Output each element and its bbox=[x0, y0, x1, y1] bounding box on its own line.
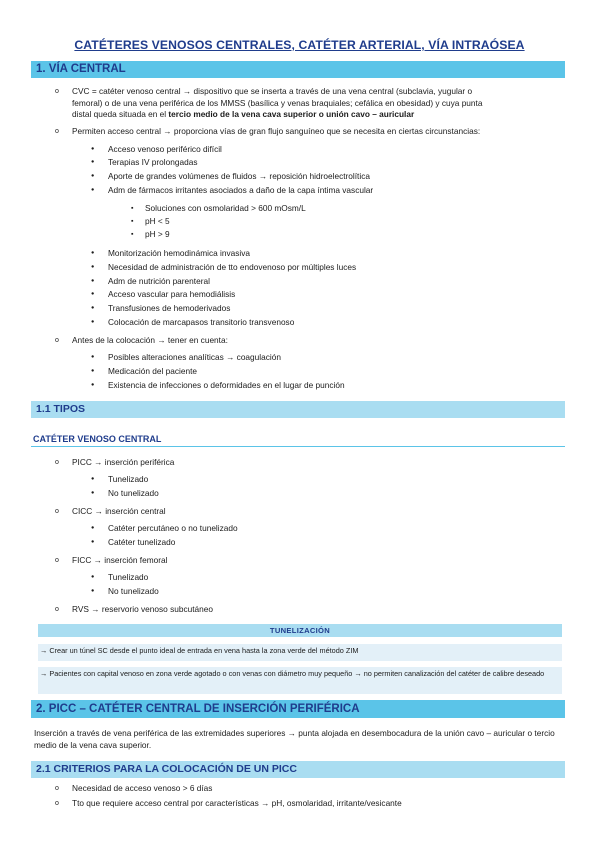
list-item: ● Colocación de marcapasos transitorio transvenoso bbox=[108, 317, 294, 329]
bullet-antes: o Antes de la colocación → tener en cuenta: bbox=[72, 335, 228, 347]
bullet-picc: o PICC → inserción periférica bbox=[72, 457, 174, 469]
list-item: ▪ pH < 5 bbox=[145, 216, 170, 228]
picc-paragraph: Inserción a través de vena periférica de las extremidades superiores → punta alojada en desembocadura de la unión cavo – auricular o tercio medio de la vena cava superior. bbox=[34, 728, 555, 750]
bullet-rvs: o RVS → reservorio venoso subcutáneo bbox=[72, 604, 213, 616]
list-item: o Tto que requiere acceso central por características → pH, osmolaridad, irritante/vesicante bbox=[72, 798, 402, 810]
cvc-line-3-bold: tercio medio de la vena cava superior o unión cavo – auricular bbox=[168, 109, 415, 119]
list-item: ● Acceso vascular para hemodiálisis bbox=[108, 289, 235, 301]
bullet-cicc: o CICC → inserción central bbox=[72, 506, 166, 518]
subheading-cvc: CATÉTER VENOSO CENTRAL bbox=[31, 432, 565, 447]
list-item: ● No tunelizado bbox=[108, 488, 159, 500]
list-item: ● Catéter tunelizado bbox=[108, 537, 175, 549]
list-item: ● Existencia de infecciones o deformidades en el lugar de punción bbox=[108, 380, 345, 392]
tunelizacion-box-row: → Pacientes con capital venoso en zona verde agotado o con venas con diámetro muy pequeño → no permiten canalización del catéter de calibre deseado bbox=[38, 667, 562, 694]
bullet-permiten: o Permiten acceso central → proporciona vías de gran flujo sanguíneo que se necesita en ciertas circunstancias: bbox=[72, 126, 567, 138]
list-item: ● Monitorización hemodinámica invasiva bbox=[108, 248, 250, 260]
list-item: ● Posibles alteraciones analíticas → coagulación bbox=[108, 352, 281, 364]
list-item: ● Tunelizado bbox=[108, 474, 148, 486]
bullet-ficc: o FICC → inserción femoral bbox=[72, 555, 167, 567]
list-item: ● Transfusiones de hemoderivados bbox=[108, 303, 230, 315]
list-item: ● Adm de nutrición parenteral bbox=[108, 276, 210, 288]
list-item: ▪ Soluciones con osmolaridad > 600 mOsm/L bbox=[145, 203, 306, 215]
cvc-line-1: o CVC = catéter venoso central → dispositivo que se inserta a través de una vena central (subclavia, yugular o bbox=[72, 86, 473, 96]
section-heading-via-central: 1. VÍA CENTRAL bbox=[31, 61, 565, 78]
cvc-line-3-a: distal queda situada en el bbox=[72, 109, 169, 119]
tunelizacion-box-title: TUNELIZACIÓN bbox=[38, 624, 562, 637]
section-heading-tipos: 1.1 TIPOS bbox=[31, 401, 565, 418]
document-title: CATÉTERES VENOSOS CENTRALES, CATÉTER ARTERIAL, VÍA INTRAÓSEA bbox=[74, 38, 525, 52]
tunelizacion-box-row: → Crear un túnel SC desde el punto ideal de entrada en vena hasta la zona verde del método ZIM bbox=[38, 644, 562, 661]
section-heading-picc: 2. PICC – CATÉTER CENTRAL DE INSERCIÓN PERIFÉRICA bbox=[31, 700, 565, 718]
list-item: ● Catéter percutáneo o no tunelizado bbox=[108, 523, 238, 535]
list-item: ● No tunelizado bbox=[108, 586, 159, 598]
list-item: ▪ pH > 9 bbox=[145, 229, 170, 241]
cvc-line-2: femoral) o de una vena periférica de los MMSS (basílica y venas braquiales; cefálica en obesidad) y cuya punta bbox=[72, 97, 483, 108]
list-item: ● Terapias IV prolongadas bbox=[108, 157, 197, 169]
list-item: ● Necesidad de administración de tto endovenoso por múltiples luces bbox=[108, 262, 356, 274]
section-heading-criterios: 2.1 CRITERIOS PARA LA COLOCACIÓN DE UN PICC bbox=[31, 761, 565, 778]
list-item: ● Medicación del paciente bbox=[108, 366, 197, 378]
list-item: ● Tunelizado bbox=[108, 572, 148, 584]
bullet-cvc bbox=[72, 86, 567, 121]
cvc-line-3 bbox=[72, 109, 567, 121]
list-item: ● Adm de fármacos irritantes asociados a daño de la capa íntima vascular bbox=[108, 185, 373, 197]
list-item: o Necesidad de acceso venoso > 6 días bbox=[72, 783, 212, 795]
list-item: ● Acceso venoso periférico difícil bbox=[108, 144, 222, 156]
list-item: ● Aporte de grandes volúmenes de fluidos → reposición hidroelectrolítica bbox=[108, 171, 370, 183]
